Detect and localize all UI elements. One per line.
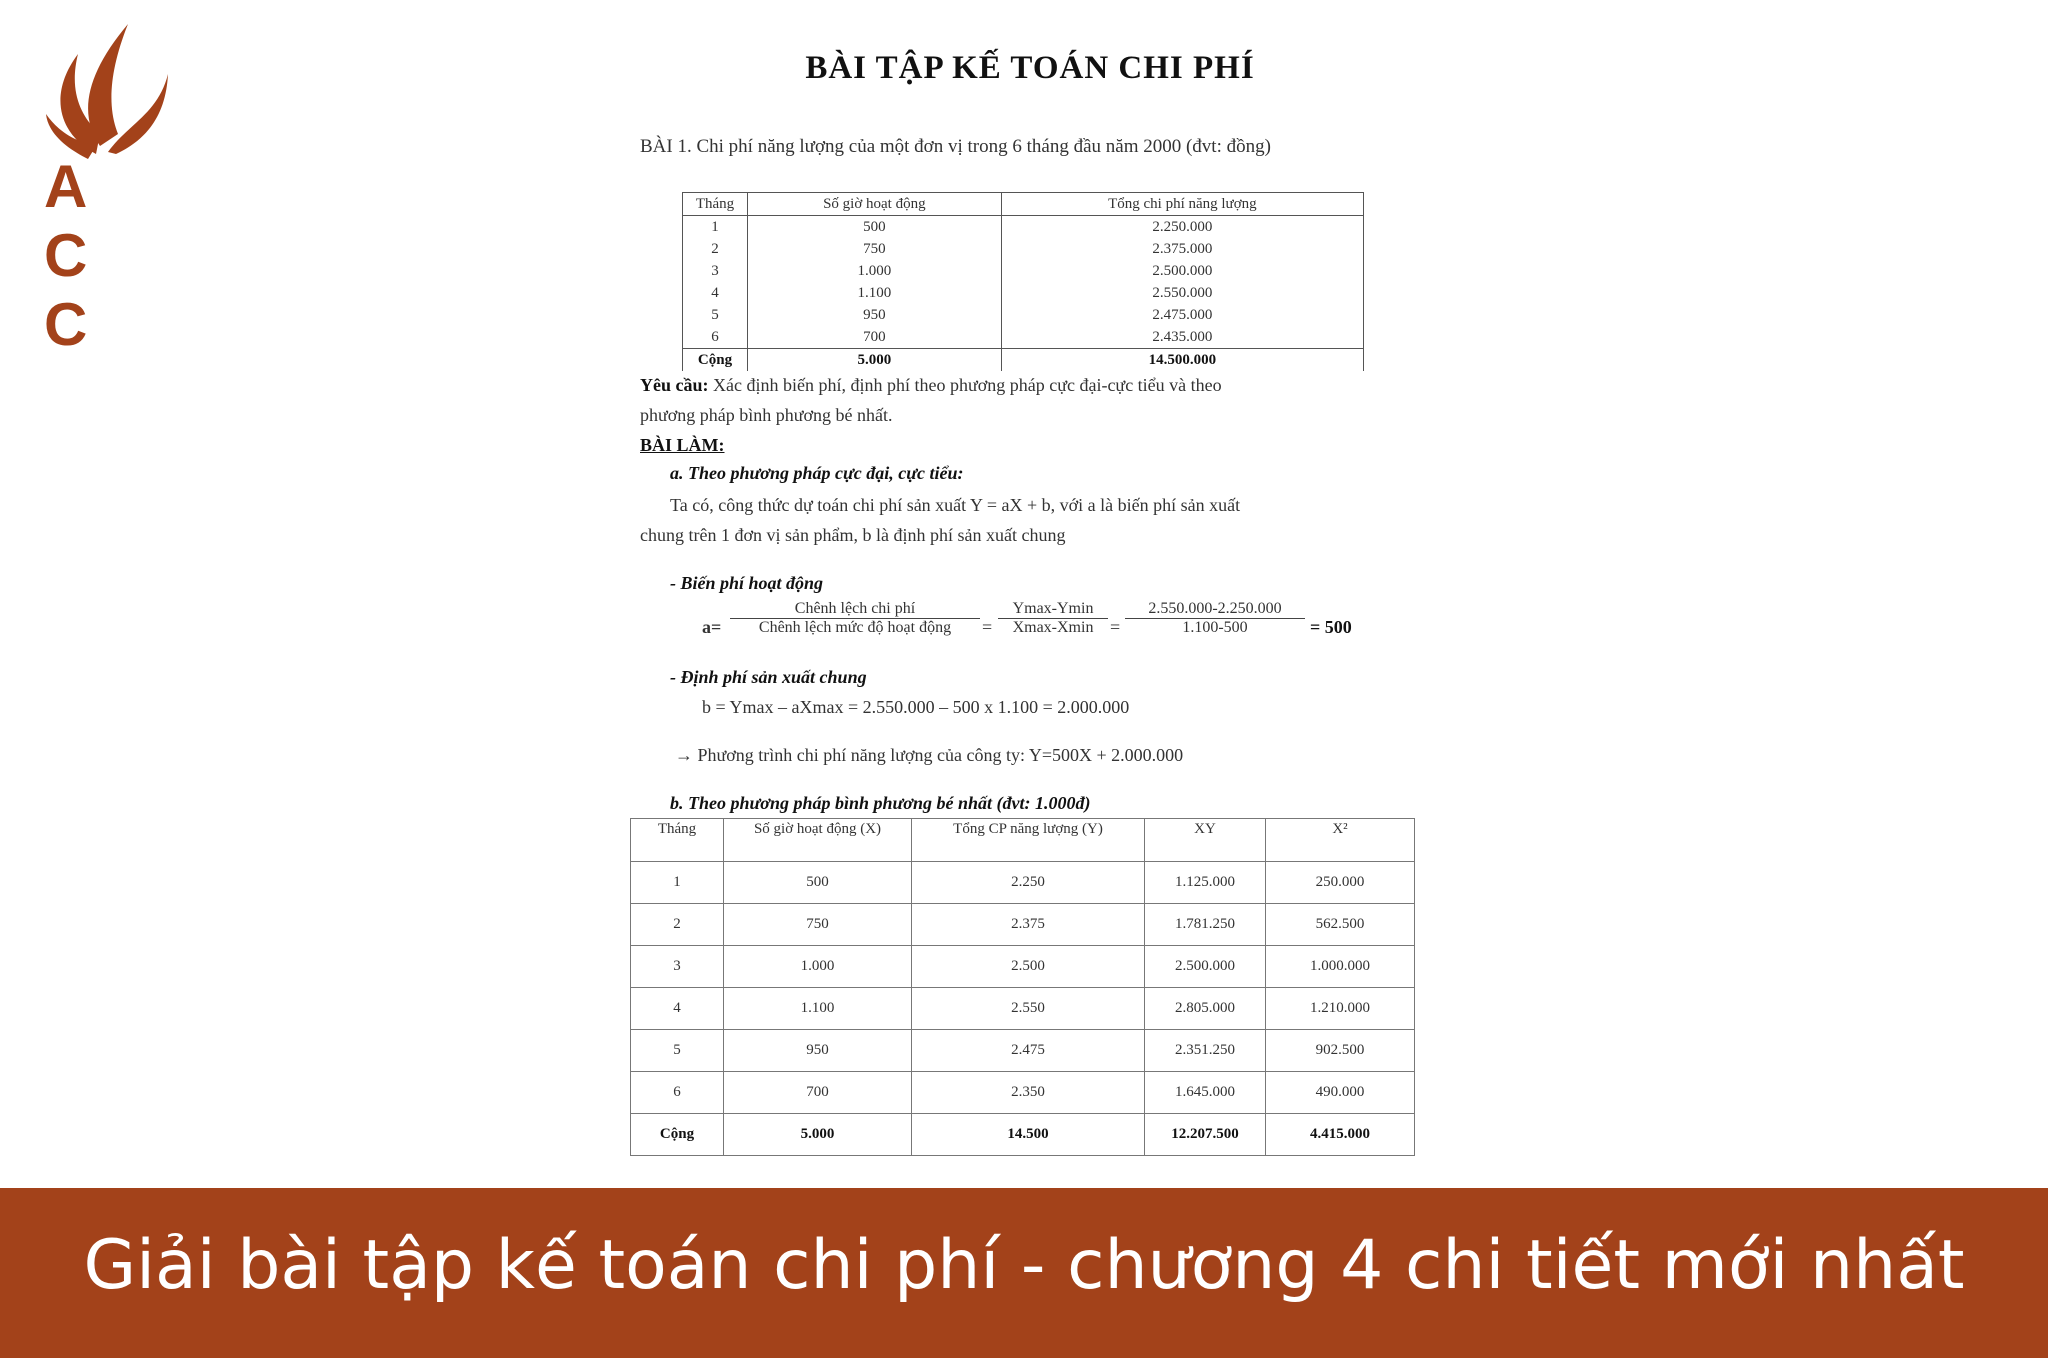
- logo-text: A C C: [44, 153, 110, 358]
- cell: 1.100: [724, 988, 912, 1030]
- cell: 1.645.000: [1145, 1072, 1266, 1114]
- cell: 950: [724, 1030, 912, 1072]
- cost-equation: → Phương trình chi phí năng lượng của công ty: Y=500X + 2.000.000: [675, 745, 1184, 765]
- cell: 490.000: [1266, 1072, 1415, 1114]
- cell: 2.250: [912, 862, 1145, 904]
- table-row: [631, 1072, 1415, 1114]
- fraction-numerator: Chênh lệch chi phí: [730, 600, 980, 619]
- cell: 5.000: [724, 1114, 912, 1156]
- cell: 1.125.000: [1145, 862, 1266, 904]
- cell: 4.415.000: [1266, 1114, 1415, 1156]
- fixed-cost-label: - Định phí sản xuất chung: [670, 667, 867, 687]
- table-row: [683, 282, 1364, 304]
- table-row: [631, 1030, 1415, 1072]
- table-header: Tháng: [683, 193, 748, 216]
- fraction-denominator: Chênh lệch mức độ hoạt động: [758, 619, 952, 636]
- requirement-label: Yêu cầu:: [640, 375, 709, 395]
- formula-line-1: Ta có, công thức dự toán chi phí sản xuất Y = aX + b, với a là biến phí sản xuất: [670, 495, 1241, 515]
- cell: 5.000: [748, 349, 1002, 372]
- cell: 562.500: [1266, 904, 1415, 946]
- cell: 2.500.000: [1001, 260, 1363, 282]
- variable-cost-label: - Biến phí hoạt động: [670, 573, 824, 593]
- fraction-max-min: [998, 600, 1108, 637]
- cell: 12.207.500: [1145, 1114, 1266, 1156]
- cell: 902.500: [1266, 1030, 1415, 1072]
- cell: 1: [631, 862, 724, 904]
- cell: 1.781.250: [1145, 904, 1266, 946]
- table-row: [683, 216, 1364, 239]
- table-total-row: [683, 349, 1364, 372]
- cell: 6: [683, 326, 748, 349]
- document-page: [630, 40, 1430, 1160]
- cell: 1.210.000: [1266, 988, 1415, 1030]
- cell: 250.000: [1266, 862, 1415, 904]
- table-row: [683, 238, 1364, 260]
- least-squares-table: [630, 818, 1415, 1156]
- cell: Cộng: [631, 1114, 724, 1156]
- cell: 1: [683, 216, 748, 239]
- table-header: Số giờ hoạt động (X): [724, 819, 912, 862]
- table-row: [683, 304, 1364, 326]
- cell: 4: [631, 988, 724, 1030]
- document-title: BÀI TẬP KẾ TOÁN CHI PHÍ: [805, 50, 1255, 86]
- cell: 2.550: [912, 988, 1145, 1030]
- cell: 1.000: [748, 260, 1002, 282]
- cell: 2.375.000: [1001, 238, 1363, 260]
- equals-sign: =: [1110, 617, 1121, 637]
- cell: 2: [683, 238, 748, 260]
- section-b-heading: b. Theo phương pháp bình phương bé nhất (đvt: 1.000đ): [670, 793, 1091, 813]
- cell: 750: [748, 238, 1002, 260]
- cell: 950: [748, 304, 1002, 326]
- table-header: Tổng CP năng lượng (Y): [912, 819, 1145, 862]
- fraction-difference: [730, 600, 980, 637]
- cell: 2.550.000: [1001, 282, 1363, 304]
- table-row: [683, 260, 1364, 282]
- cell: 700: [724, 1072, 912, 1114]
- fraction-numerator: Ymax-Ymin: [998, 600, 1108, 619]
- fraction-denominator: Xmax-Xmin: [1012, 619, 1094, 636]
- cell: 2.250.000: [1001, 216, 1363, 239]
- table-header: XY: [1145, 819, 1266, 862]
- table-row: [631, 946, 1415, 988]
- table-row: [683, 326, 1364, 349]
- cell: 2.475.000: [1001, 304, 1363, 326]
- b-formula: b = Ymax – aXmax = 2.550.000 – 500 x 1.100 = 2.000.000: [702, 697, 1130, 717]
- formula-line-2: chung trên 1 đơn vị sản phẩm, b là định phí sản xuất chung: [640, 525, 1066, 545]
- requirement-text: Xác định biến phí, định phí theo phương pháp cực đại-cực tiểu và theo: [713, 375, 1222, 395]
- problem-statement: BÀI 1. Chi phí năng lượng của một đơn vị trong 6 tháng đầu năm 2000 (đvt: đồng): [640, 136, 1271, 157]
- table-header: X²: [1266, 819, 1415, 862]
- fraction-values: [1125, 600, 1305, 637]
- cell: 6: [631, 1072, 724, 1114]
- caption-text: Giải bài tập kế toán chi phí - chương 4 chi tiết mới nhất: [83, 1226, 1965, 1305]
- cell: 2.500.000: [1145, 946, 1266, 988]
- cell: 500: [748, 216, 1002, 239]
- cell: 1.100: [748, 282, 1002, 304]
- cell: 2: [631, 904, 724, 946]
- cell: Cộng: [683, 349, 748, 372]
- cell: 750: [724, 904, 912, 946]
- section-a-heading: a. Theo phương pháp cực đại, cực tiểu:: [670, 463, 964, 483]
- table-row: [631, 904, 1415, 946]
- cell: 500: [724, 862, 912, 904]
- requirement-text-2: phương pháp bình phương bé nhất.: [640, 405, 893, 425]
- table-row: [631, 862, 1415, 904]
- cell: 2.500: [912, 946, 1145, 988]
- cell: 1.000: [724, 946, 912, 988]
- a-prefix: a=: [702, 617, 722, 637]
- cell: 3: [631, 946, 724, 988]
- cell: 5: [683, 304, 748, 326]
- a-result: = 500: [1310, 617, 1352, 637]
- cell: 2.375: [912, 904, 1145, 946]
- cell: 4: [683, 282, 748, 304]
- cell: 5: [631, 1030, 724, 1072]
- caption-banner: [0, 1188, 2048, 1358]
- cell: 3: [683, 260, 748, 282]
- cell: 1.000.000: [1266, 946, 1415, 988]
- cell: 14.500.000: [1001, 349, 1363, 372]
- energy-cost-table: [682, 192, 1364, 371]
- requirement: [640, 370, 1430, 400]
- solution-label: BÀI LÀM:: [640, 435, 725, 455]
- cell: 14.500: [912, 1114, 1145, 1156]
- table-row: [631, 988, 1415, 1030]
- fraction-numerator: 2.550.000-2.250.000: [1125, 600, 1305, 619]
- cell: 700: [748, 326, 1002, 349]
- table-header: Tổng chi phí năng lượng: [1001, 193, 1363, 216]
- cell: 2.351.250: [1145, 1030, 1266, 1072]
- cell: 2.805.000: [1145, 988, 1266, 1030]
- cell: 2.475: [912, 1030, 1145, 1072]
- fraction-denominator: 1.100-500: [1182, 619, 1248, 636]
- cell: 2.435.000: [1001, 326, 1363, 349]
- table-header: Tháng: [631, 819, 724, 862]
- table-total-row: [631, 1114, 1415, 1156]
- cell: 2.350: [912, 1072, 1145, 1114]
- equals-sign: =: [982, 617, 993, 637]
- table-header: Số giờ hoạt động: [748, 193, 1002, 216]
